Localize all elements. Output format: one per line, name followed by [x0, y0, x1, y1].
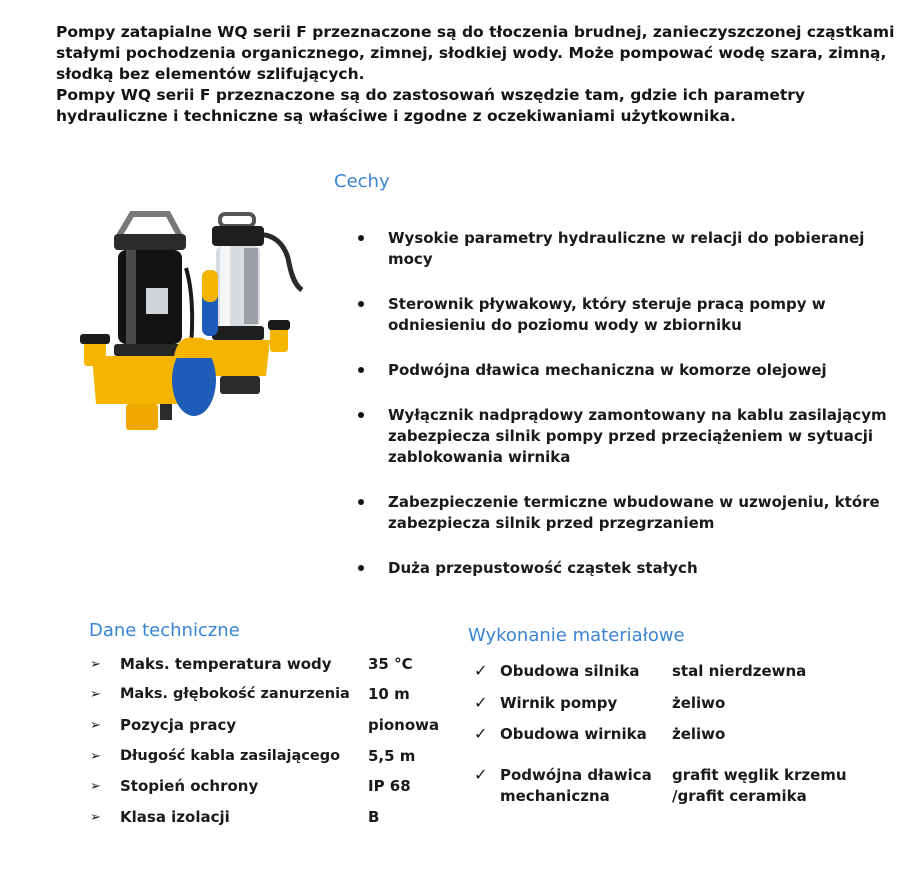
feature-text: Zabezpieczenie termiczne wbudowane w uzwojeniu, które zabezpiecza silnik przed przegrzaniem [388, 493, 880, 532]
checkmark-icon: ✓ [474, 765, 488, 784]
feature-item [358, 558, 903, 579]
checkmark-icon: ✓ [474, 693, 488, 712]
feature-item [358, 294, 903, 336]
spec-label: Pozycja pracy [120, 716, 237, 734]
spec-value: B [368, 808, 380, 826]
features-list [358, 228, 903, 579]
material-label: Obudowa silnika [500, 662, 640, 680]
spec-value: IP 68 [368, 777, 411, 795]
arrowhead-icon: ➢ [90, 810, 101, 825]
spec-label: Maks. głębokość zanurzenia [120, 686, 350, 702]
arrowhead-icon: ➢ [90, 718, 101, 733]
material-value: żeliwo [672, 725, 726, 743]
bullet-dot-icon [358, 367, 364, 373]
bullet-dot-icon [358, 301, 364, 307]
bullet-dot-icon [358, 235, 364, 241]
bullet-dot-icon [358, 565, 364, 571]
spec-value: pionowa [368, 716, 440, 734]
pump-product-image [74, 208, 314, 443]
spec-label: Maks. temperatura wody [120, 655, 332, 673]
arrowhead-icon: ➢ [90, 749, 101, 764]
feature-item [358, 228, 903, 270]
checkmark-icon: ✓ [474, 724, 488, 743]
spec-value: 10 m [368, 685, 410, 703]
feature-item [358, 405, 903, 468]
material-value: grafit węglik krzemu /grafit ceramika [672, 766, 847, 805]
material-label: Obudowa wirnika [500, 725, 647, 743]
feature-item [358, 360, 903, 381]
feature-text: Sterownik pływakowy, który steruje pracą pompy w odniesieniu do poziomu wody w zbiorniku [388, 295, 826, 334]
left-pump-illustration [80, 214, 216, 430]
material-value: stal nierdzewna [672, 662, 807, 680]
intro-paragraph-1: Pompy zatapialne WQ serii F przeznaczone są do tłoczenia brudnej, zanieczyszczonej cząstkami stałymi pochodzenia organicznego, zimnej, słodkiej wody. Może pompować wodę szara, zimną, słodką bez elementów szlifujących. [56, 23, 895, 83]
feature-text: Duża przepustowość cząstek stałych [388, 559, 698, 577]
materials-heading: Wykonanie materiałowe [468, 625, 685, 646]
spec-value: 5,5 m [368, 747, 416, 765]
feature-text: Wyłącznik nadprądowy zamontowany na kablu zasilającym zabezpiecza silnik pompy przed przeciążeniem w sytuacji zablokowania wirnika [388, 406, 887, 466]
material-value: żeliwo [672, 694, 726, 712]
right-pump-illustration [202, 214, 302, 394]
spec-value: 35 °C [368, 655, 413, 673]
feature-text: Wysokie parametry hydrauliczne w relacji do pobieranej mocy [388, 229, 865, 268]
arrowhead-icon: ➢ [90, 687, 101, 702]
bullet-dot-icon [358, 499, 364, 505]
material-label: Podwójna dławica mechaniczna [500, 766, 652, 805]
specs-heading: Dane techniczne [89, 620, 240, 641]
arrowhead-icon: ➢ [90, 779, 101, 794]
intro-text [56, 22, 906, 127]
intro-paragraph-2: Pompy WQ serii F przeznaczone są do zastosowań wszędzie tam, gdzie ich parametry hydrauliczne i techniczne są właściwe i zgodne z oczekiwaniami użytkownika. [56, 86, 806, 125]
feature-text: Podwójna dławica mechaniczna w komorze olejowej [388, 361, 827, 379]
spec-label: Klasa izolacji [120, 808, 230, 826]
checkmark-icon: ✓ [474, 661, 488, 680]
spec-label: Długość kabla zasilającego [120, 748, 341, 764]
spec-label: Stopień ochrony [120, 777, 259, 795]
material-label: Wirnik pompy [500, 694, 618, 712]
bullet-dot-icon [358, 412, 364, 418]
feature-item [358, 492, 903, 534]
arrowhead-icon: ➢ [90, 657, 101, 672]
features-heading: Cechy [334, 171, 390, 192]
